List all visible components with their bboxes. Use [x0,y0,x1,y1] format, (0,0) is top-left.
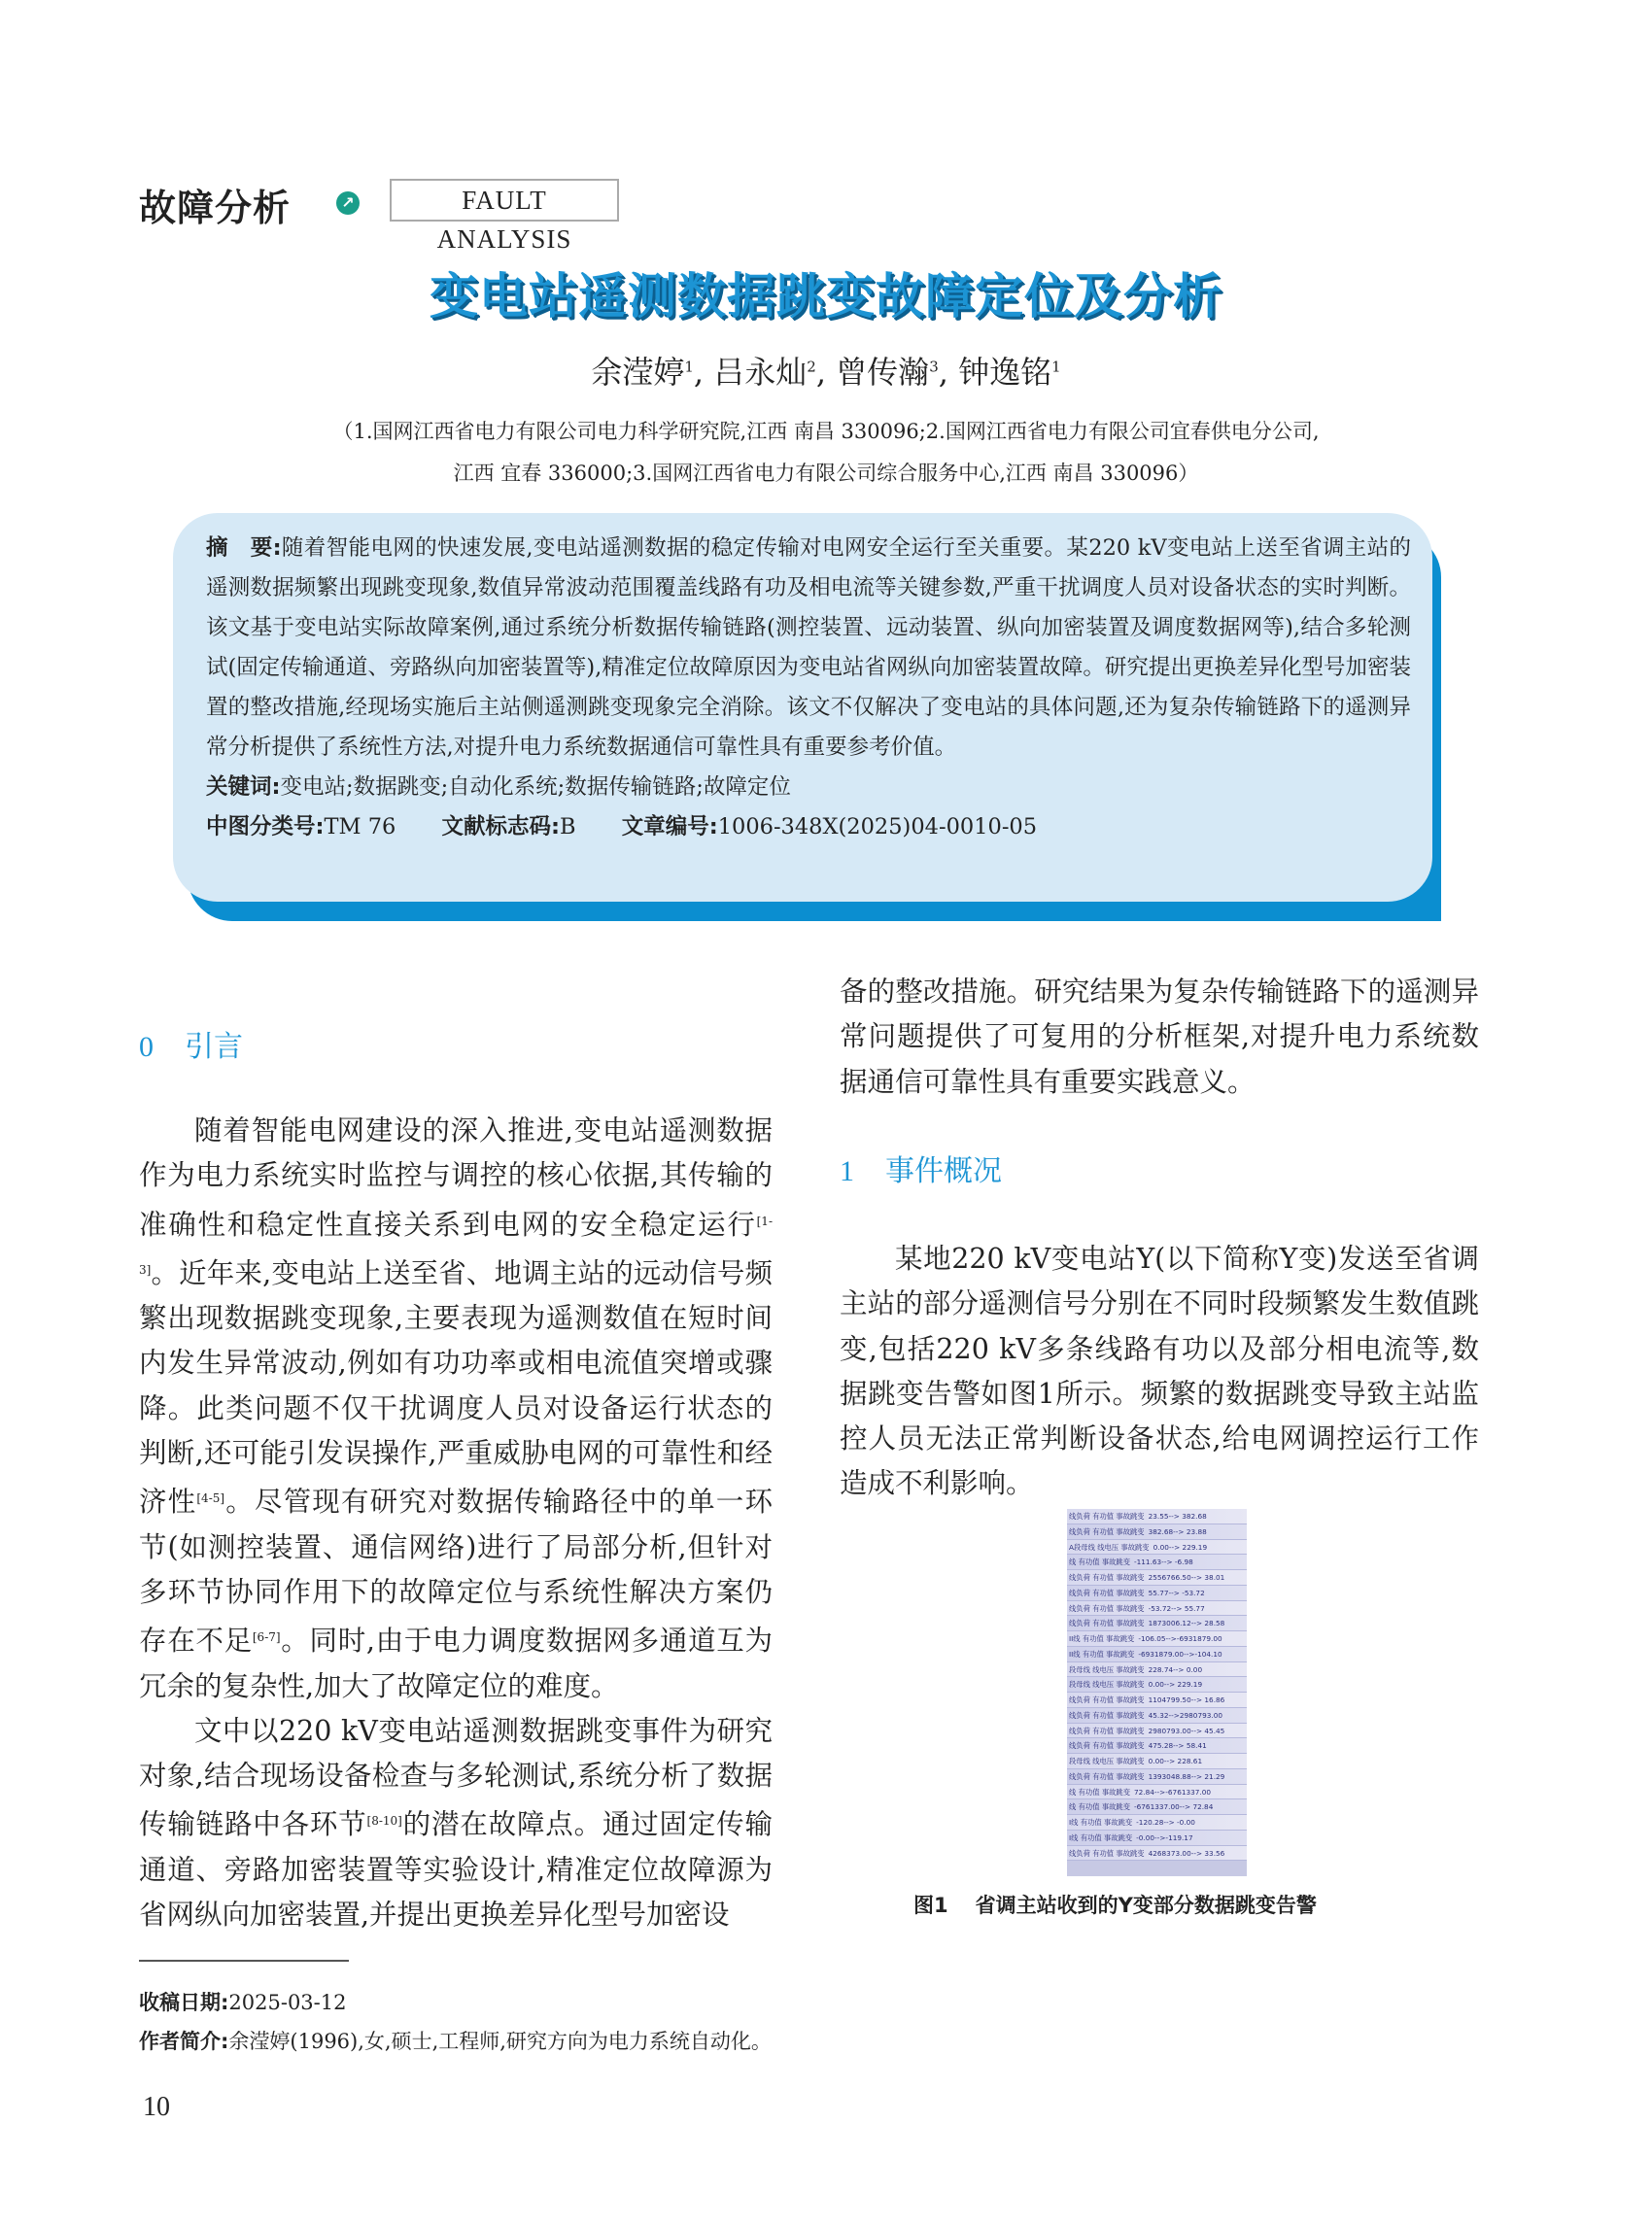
author-bio-label: 作者简介: [139,2030,229,2053]
alarm-label: 线负荷 有功值 事故跳变 [1069,1588,1145,1597]
alarm-value: 55.77--> -53.72 [1148,1588,1205,1597]
footnote-divider [139,1960,349,1962]
alarm-label: I线 有功值 事故跳变 [1069,1818,1133,1827]
alarm-value: 45.32-->2980793.00 [1148,1710,1222,1720]
author-name: 曾传瀚 [836,354,930,391]
keywords: 变电站;数据跳变;自动化系统;数据传输链路;故障定位 [280,774,791,800]
alarm-value: 23.55--> 382.68 [1148,1512,1207,1521]
alarm-value: 72.84-->-6761337.00 [1134,1787,1212,1797]
alarm-value: 2980793.00--> 45.45 [1148,1726,1225,1735]
alarm-value: -6761337.00--> 72.84 [1134,1802,1214,1812]
paragraph: 某地220 kV变电站Y(以下简称Y变)发送至省调主站的部分遥测信号分别在不同时段频繁发生数值跳变,包括220 kV多条线路有功以及部分相电流等,数据跳变告警如图1所示。频繁的数据跳变导致主站监控人员无法正常判断设备状态,给电网调控运行工作造成不利影响。 [840,1243,1479,1500]
alarm-label: 线负荷 有功值 事故跳变 [1069,1710,1145,1720]
alarm-label: 线负荷 有功值 事故跳变 [1069,1603,1145,1613]
section-heading-event [840,1147,1002,1189]
section-label: 故障分析 [139,187,292,229]
alarm-label: II线 有功值 事故跳变 [1069,1649,1135,1659]
alarm-value: 382.68--> 23.88 [1148,1526,1207,1536]
alarm-label: 线负荷 有功值 事故跳变 [1069,1848,1145,1858]
author-affiliation-mark: 1 [684,358,694,376]
author-affiliation-mark: 2 [807,358,816,376]
alarm-value: 475.28--> 58.41 [1148,1741,1207,1751]
alarm-row [1067,1708,1247,1724]
alarm-label: 段母线 线电压 事故跳变 [1069,1680,1145,1690]
alarm-value: 0.00--> 229.19 [1153,1542,1208,1552]
alarm-row [1067,1846,1247,1862]
section-heading-intro [139,1022,243,1065]
intro-body-right [840,970,1479,1105]
abstract-text: 随着智能电网的快速发展,变电站遥测数据的稳定传输对电网安全运行至关重要。某220 kV变电站上送至省调主站的遥测数据频繁出现跳变现象,数值异常波动范围覆盖线路有功及相电流等关键参数,严重干扰调度人员对设备状态的实时判断。该文基于变电站实际故障案例,通过系统分析数据传输链路(测控装置、远动装置、纵向加密装置及调度数据网等),结合多轮测试(固定传输通道、旁路纵向加密装置等),精准定位故障原因为变电站省网纵向加密装置故障。研究提出更换差异化型号加密装置的整改措施,经现场实施后主站侧遥测跳变现象完全消除。该文不仅解决了变电站的具体问题,还为复杂传输链路下的遥测异常分析提供了系统性方法,对提升电力系统数据通信可靠性具有重要参考价值。 [206,535,1412,760]
figure-1-caption [913,1890,1458,1919]
author-bio-value: 余滢婷(1996),女,硕士,工程师,研究方向为电力系统自动化。 [228,2030,772,2053]
alarm-label: 线负荷 有功值 事故跳变 [1069,1512,1145,1521]
alarm-value: 0.00--> 229.19 [1148,1680,1203,1690]
alarm-label: I线 有功值 事故跳变 [1069,1832,1133,1842]
alarm-value: -53.72--> 55.77 [1148,1603,1205,1613]
alarm-label: 线负荷 有功值 事故跳变 [1069,1526,1145,1536]
author-separator: , [815,354,826,391]
affiliation-line: 江西 宜春 336000;3.国网江西省电力有限公司综合服务中心,江西 南昌 330096） [453,462,1199,485]
alarm-row [1067,1647,1247,1662]
alarm-label: 线 有功值 事故跳变 [1069,1558,1131,1567]
alarm-value: 2556766.50--> 38.01 [1148,1573,1225,1582]
clc-label: 中图分类号: [206,814,325,839]
paragraph [139,1109,773,1709]
received-date [139,1987,346,2016]
alarm-row [1067,1693,1247,1708]
alarm-value: -106.05-->-6931879.00 [1138,1634,1222,1643]
section-title: 引言 [185,1030,243,1064]
alarm-label: 线负荷 有功值 事故跳变 [1069,1619,1145,1628]
page-number: 10 [143,2092,170,2122]
alarm-row [1067,1662,1247,1678]
alarm-value: -120.28--> -0.00 [1136,1818,1195,1827]
paragraph-continuation: 备的整改措施。研究结果为复杂传输链路下的遥测异常问题提供了可复用的分析框架,对提升电力系统数据通信可靠性具有重要实践意义。 [840,976,1479,1098]
alarm-value: -6931879.00-->-104.10 [1138,1649,1222,1659]
alarm-row [1067,1677,1247,1693]
alarm-value: 0.00--> 228.61 [1148,1757,1203,1765]
arrow-up-right-icon: ↗ [336,191,360,215]
alarm-label: 段母线 线电压 事故跳变 [1069,1757,1145,1765]
section-number: 1 [840,1155,854,1187]
author-list [0,348,1652,393]
text-run: 随着智能电网建设的深入推进,变电站遥测数据作为电力系统实时监控与调控的核心依据,其传输的准确性和稳定性直接关系到电网的安全稳定运行 [139,1114,773,1241]
figure-number: 图1 [913,1894,948,1917]
text-run: 。同时,由于电力调度数据网多通道互为冗余的复杂性,加大了故障定位的难度。 [139,1625,773,1702]
alarm-row [1067,1754,1247,1769]
alarm-row [1067,1601,1247,1617]
received-label: 收稿日期: [139,1991,229,2014]
author-separator: , [938,354,948,391]
citation[interactable]: [8-10] [366,1814,402,1829]
citation[interactable]: [1-3] [139,1214,773,1277]
alarm-row [1067,1586,1247,1601]
author-separator: , [693,354,705,391]
doc-code-value: B [559,814,576,839]
author-affiliation-mark: 3 [929,358,939,376]
author-name: 钟逸铭 [958,354,1052,391]
alarm-row [1067,1616,1247,1631]
citation[interactable]: [4-5] [196,1491,225,1506]
section-title: 事件概况 [885,1154,1002,1188]
keywords-label: 关键词: [206,774,281,800]
alarm-row [1067,1555,1247,1570]
alarm-value: 1393048.88--> 21.29 [1148,1771,1225,1781]
alarm-label: 线负荷 有功值 事故跳变 [1069,1695,1145,1704]
article-no-value: 1006-348X(2025)04-0010-05 [717,814,1038,839]
section-label-en: FAULT ANALYSIS [390,179,619,222]
alarm-value: -111.63--> -6.98 [1134,1558,1193,1567]
alarm-value: 1873006.12--> 28.58 [1148,1619,1225,1628]
author-name: 余滢婷 [591,354,685,391]
alarm-label: 线负荷 有功值 事故跳变 [1069,1771,1145,1781]
alarm-label: 线负荷 有功值 事故跳变 [1069,1726,1145,1735]
abstract [206,529,1411,847]
alarm-value: 1104799.50--> 16.86 [1148,1695,1225,1704]
alarm-row [1067,1799,1247,1815]
text-run: 文中以220 kV变电站遥测数据跳变事件为研究对象,结合现场设备检查与多轮测试,系统分析了数据传输链路中各环节 [139,1714,773,1841]
text-run: 。尽管现有研究对数据传输路径中的单一环节(如测控装置、通信网络)进行了局部分析,但针对多环节协同作用下的故障定位与系统性解决方案仍存在不足 [139,1486,773,1658]
paragraph [139,1709,773,1937]
alarm-label: 段母线 线电压 事故跳变 [1069,1664,1145,1674]
alarm-row [1067,1724,1247,1739]
alarm-label: 线负荷 有功值 事故跳变 [1069,1741,1145,1751]
text-run: 的潜在故障点。通过固定传输通道、旁路加密装置等实验设计,精准定位故障源为省网纵向加密装置,并提出更换差异化型号加密设 [139,1808,773,1932]
article-no-label: 文章编号: [621,814,718,839]
alarm-label: II线 有功值 事故跳变 [1069,1634,1135,1643]
alarm-row [1067,1631,1247,1647]
alarm-row [1067,1769,1247,1785]
alarm-label: 线 有功值 事故跳变 [1069,1802,1131,1812]
alarm-row [1067,1815,1247,1831]
citation[interactable]: [6-7] [252,1630,281,1645]
alarm-row [1067,1509,1247,1524]
intro-body-left [139,1109,773,1937]
alarm-row [1067,1831,1247,1846]
text-run: 。近年来,变电站上送至省、地调主站的远动信号频繁出现数据跳变现象,主要表现为遥测数值在短时间内发生异常波动,例如有功功率或相电流值突增或骤降。此类问题不仅干扰调度人员对设备运行状态的判断,还可能引发误操作,严重威胁电网的可靠性和经济性 [139,1256,773,1519]
alarm-value: 4268373.00--> 33.56 [1148,1848,1225,1858]
alarm-value: -0.00-->-119.17 [1136,1832,1193,1842]
alarm-row [1067,1524,1247,1540]
author-name: 吕永灿 [713,354,808,391]
doc-code-label: 文献标志码: [441,814,560,839]
clc-value: TM 76 [324,814,396,839]
event-body [840,1237,1479,1507]
alarm-label: 线 有功值 事故跳变 [1069,1787,1131,1797]
article-title: 变电站遥测数据跳变故障定位及分析 [430,268,1222,325]
alarm-value: 228.74--> 0.00 [1148,1664,1203,1674]
affiliation-line: （1.国网江西省电力有限公司电力科学研究院,江西 南昌 330096;2.国网江西省电力有限公司宜春供电分公司, [332,420,1320,443]
received-value: 2025-03-12 [228,1991,347,2014]
alarm-row [1067,1738,1247,1754]
figure-caption-text: 省调主站收到的Y变部分数据跳变告警 [975,1894,1317,1917]
alarm-label: A段母线 线电压 事故跳变 [1069,1542,1150,1552]
alarm-row [1067,1570,1247,1586]
alarm-row [1067,1540,1247,1556]
alarm-label: 线负荷 有功值 事故跳变 [1069,1573,1145,1582]
alarm-row [1067,1785,1247,1800]
abstract-label: 摘 要: [206,535,282,561]
author-bio [139,2026,772,2055]
author-affiliation-mark: 1 [1051,358,1061,376]
section-number: 0 [139,1031,154,1063]
figure-1-alarm-screenshot [1067,1509,1247,1876]
